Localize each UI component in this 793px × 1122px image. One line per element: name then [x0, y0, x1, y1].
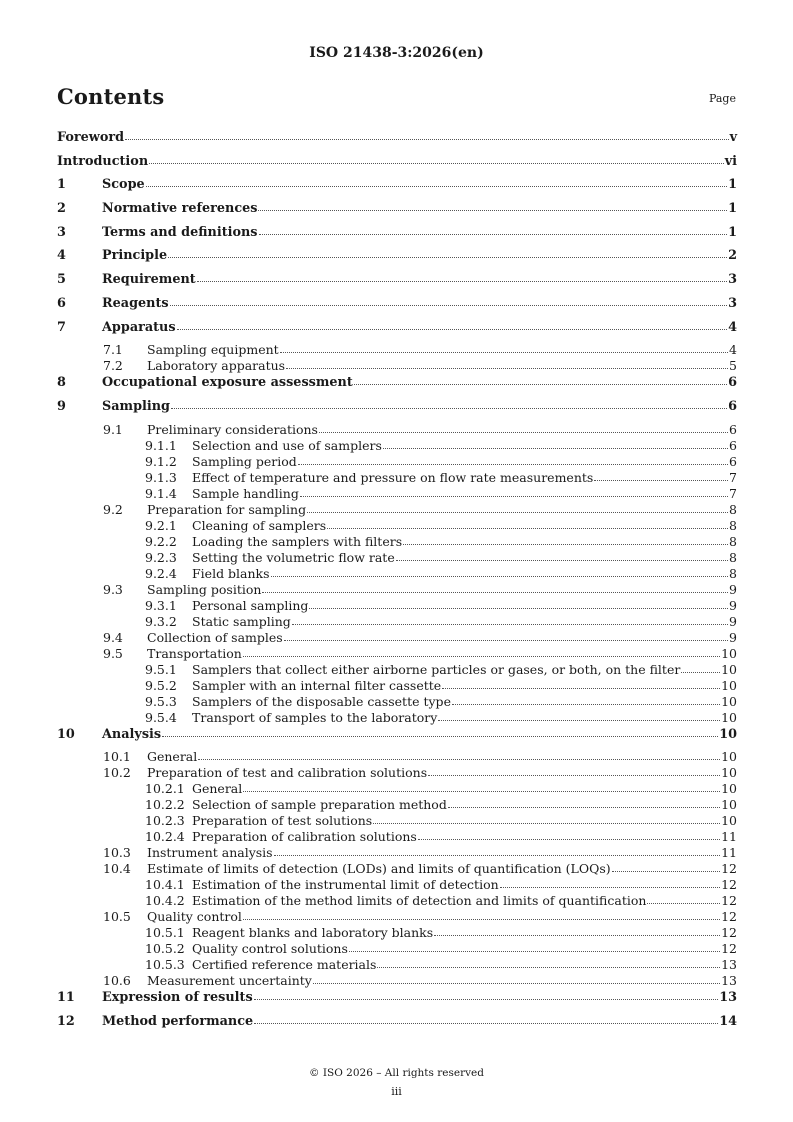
toc-entry-title: Reagents	[102, 295, 169, 311]
toc-entry-title: Transportation	[147, 645, 242, 661]
toc-entry-number: 3	[57, 224, 66, 240]
toc-entry-title: Certified reference materials	[192, 957, 377, 973]
toc-entry-number: 7.1	[103, 342, 123, 358]
toc-entry-page: 10	[721, 645, 737, 661]
toc-entry[interactable]	[57, 630, 737, 646]
dot-leader	[309, 607, 728, 609]
toc-entry-page: 2	[728, 248, 737, 264]
toc-entry[interactable]	[57, 893, 737, 909]
toc-entry-number: 9.1	[103, 421, 123, 437]
toc-entry[interactable]	[57, 566, 737, 582]
dot-leader	[149, 162, 724, 164]
toc-entry-title: Estimation of the method limits of detection and limits of quantification	[192, 893, 647, 909]
toc-entry-page: 12	[721, 877, 737, 893]
toc-entry-title: Static sampling	[192, 613, 291, 629]
toc-entry[interactable]	[57, 726, 737, 750]
toc-entry-title: Estimation of the instrumental limit of detection	[192, 877, 499, 893]
toc-entry-title: Selection and use of samplers	[192, 437, 382, 453]
copyright-notice: © ISO 2026 – All rights reserved	[309, 1067, 484, 1079]
toc-entry-number: 10.2.4	[145, 829, 185, 845]
toc-entry-title: Reagent blanks and laboratory blanks	[192, 925, 434, 941]
toc-entry-number: 11	[57, 990, 75, 1006]
toc-entry-number: 9.2.3	[145, 549, 177, 565]
toc-entry-number: 6	[57, 295, 66, 311]
toc-entry-page: 7	[729, 485, 737, 501]
toc-entry-page: 12	[721, 925, 737, 941]
toc-entry-title: Occupational exposure assessment	[102, 375, 353, 391]
toc-entry[interactable]	[57, 989, 737, 1013]
toc-entry-title: Normative references	[102, 201, 258, 217]
toc-entry-number: 10	[57, 726, 75, 742]
dot-leader	[377, 966, 720, 968]
toc-entry[interactable]	[57, 781, 737, 797]
dot-leader	[448, 806, 720, 808]
dot-leader	[403, 543, 728, 545]
toc-entry-page: 14	[719, 1013, 737, 1029]
dot-leader	[271, 575, 729, 577]
page-number: iii	[391, 1085, 402, 1098]
toc-entry-title: Sample handling	[192, 485, 299, 501]
toc-entry-page: 11	[721, 845, 737, 861]
toc-entry-number: 9.1.1	[145, 437, 177, 453]
dot-leader	[452, 703, 720, 705]
toc-entry-page: 9	[729, 581, 737, 597]
toc-entry-number: 10.4	[103, 861, 131, 877]
toc-entry-page: 12	[721, 861, 737, 877]
toc-entry-number: 9.5.2	[145, 677, 177, 693]
dot-leader	[198, 758, 720, 760]
dot-leader	[349, 950, 720, 952]
toc-entry-number: 10.4.1	[145, 877, 185, 893]
toc-entry-title: Personal sampling	[192, 597, 309, 613]
toc-entry-title: Terms and definitions	[102, 224, 258, 240]
toc-entry-title: Scope	[102, 177, 145, 193]
toc-entry[interactable]	[57, 749, 737, 765]
toc-entry[interactable]	[57, 694, 737, 710]
dot-leader	[286, 367, 728, 369]
toc-entry[interactable]	[57, 358, 737, 374]
toc-entry-page: 11	[721, 829, 737, 845]
toc-entry[interactable]	[57, 662, 737, 678]
document-id-header: ISO 21438-3:2026(en)	[309, 45, 484, 61]
dot-leader	[280, 351, 728, 353]
toc-entry-title: Sampling	[102, 398, 170, 414]
toc-entry-title: Preparation of test solutions	[192, 813, 373, 829]
toc-entry[interactable]	[57, 319, 737, 343]
dot-leader	[168, 256, 727, 258]
dot-leader	[438, 719, 720, 721]
toc-entry[interactable]	[57, 678, 737, 694]
toc-entry-page: 9	[729, 597, 737, 613]
dot-leader	[418, 838, 720, 840]
toc-entry-number: 9.3.2	[145, 613, 177, 629]
dot-leader	[313, 982, 720, 984]
toc-entry-number: 10.4.2	[145, 893, 185, 909]
toc-entry-page: 6	[729, 421, 737, 437]
toc-entry-title: Quality control	[147, 909, 242, 925]
toc-entry-number: 9	[57, 398, 66, 414]
toc-entry-number: 10.5.3	[145, 957, 185, 973]
toc-entry-page: 5	[729, 358, 737, 374]
toc-entry-page: 10	[721, 813, 737, 829]
dot-leader	[307, 511, 728, 513]
toc-entry[interactable]	[57, 646, 737, 662]
toc-entry-title: Cleaning of samplers	[192, 517, 327, 533]
toc-entry[interactable]	[57, 342, 737, 358]
toc-entry-page: 6	[729, 437, 737, 453]
toc-entry-title: Apparatus	[102, 319, 176, 335]
toc-entry-page: v	[729, 130, 737, 145]
toc-entry-page: 4	[729, 342, 737, 358]
toc-entry[interactable]	[57, 534, 737, 550]
dot-leader	[170, 304, 728, 306]
toc-entry[interactable]	[57, 271, 737, 295]
toc-entry[interactable]	[57, 845, 737, 861]
dot-leader	[292, 623, 728, 625]
toc-entry-title: Preliminary considerations	[147, 421, 318, 437]
toc-entry-number: 10.2.1	[145, 781, 185, 797]
toc-entry-page: 10	[721, 797, 737, 813]
toc-entry-page: 12	[721, 893, 737, 909]
toc-entry[interactable]	[57, 797, 737, 813]
toc-entry[interactable]	[57, 438, 737, 454]
toc-entry-title: Method performance	[102, 1013, 254, 1029]
toc-entry-page: 8	[729, 501, 737, 517]
dot-leader	[442, 687, 720, 689]
toc-entry[interactable]	[57, 973, 737, 989]
toc-entry[interactable]	[57, 295, 737, 319]
toc-entry-title: Selection of sample preparation method	[192, 797, 447, 813]
toc-entry[interactable]	[57, 941, 737, 957]
toc-entry[interactable]	[57, 470, 737, 486]
dot-leader	[146, 185, 727, 187]
toc-entry-number: 10.2.3	[145, 813, 185, 829]
toc-entry[interactable]	[57, 398, 737, 422]
toc-entry-number: 9.2.1	[145, 517, 177, 533]
toc-entry-title: Requirement	[102, 272, 196, 288]
toc-entry[interactable]	[57, 247, 737, 271]
toc-entry-number: 9.1.3	[145, 469, 177, 485]
toc-entry[interactable]	[57, 877, 737, 893]
toc-entry-page: 12	[721, 909, 737, 925]
toc-entry-page: 9	[729, 613, 737, 629]
toc-entry[interactable]	[57, 454, 737, 470]
dot-leader	[262, 591, 728, 593]
toc-entry-page: 6	[728, 398, 737, 414]
toc-entry[interactable]	[57, 925, 737, 941]
dot-leader	[612, 870, 720, 872]
toc-entry-title: Foreword	[57, 130, 125, 145]
toc-entry-number: 10.5.2	[145, 941, 185, 957]
toc-entry[interactable]	[57, 224, 737, 248]
dot-leader	[396, 559, 728, 561]
dot-leader	[681, 671, 720, 673]
table-of-contents	[57, 129, 737, 1037]
toc-entry-page: 10	[721, 661, 737, 677]
toc-entry-title: General	[147, 749, 198, 765]
dot-leader	[300, 495, 728, 497]
toc-entry-number: 9.3	[103, 581, 123, 597]
toc-entry-number: 9.5	[103, 645, 123, 661]
toc-entry-title: Samplers of the disposable cassette type	[192, 693, 451, 709]
toc-entry-number: 9.2	[103, 501, 123, 517]
toc-entry[interactable]	[57, 153, 737, 177]
toc-entry-page: 6	[728, 375, 737, 391]
dot-leader	[373, 822, 720, 824]
toc-entry-number: 8	[57, 375, 66, 391]
toc-entry-number: 1	[57, 177, 66, 193]
page-column-label: Page	[708, 92, 736, 105]
toc-entry-title: Loading the samplers with filters	[192, 533, 403, 549]
dot-leader	[243, 918, 720, 920]
toc-entry[interactable]	[57, 1013, 737, 1037]
toc-entry[interactable]	[57, 710, 737, 726]
toc-entry-page: 13	[719, 990, 737, 1006]
toc-entry-number: 10.2.2	[145, 797, 185, 813]
toc-entry-page: vi	[724, 153, 737, 169]
dot-leader	[428, 774, 720, 776]
toc-entry[interactable]	[57, 765, 737, 781]
toc-entry-title: Effect of temperature and pressure on flow rate measurements	[192, 469, 594, 485]
toc-entry-title: General	[192, 781, 243, 797]
dot-leader	[383, 447, 728, 449]
toc-entry[interactable]	[57, 957, 737, 973]
toc-entry[interactable]	[57, 486, 737, 502]
dot-leader	[243, 790, 720, 792]
page-title: Contents	[57, 84, 165, 109]
toc-entry[interactable]	[57, 502, 737, 518]
toc-entry-page: 10	[721, 677, 737, 693]
toc-entry-title: Analysis	[102, 726, 162, 742]
toc-entry-number: 10.5	[103, 909, 131, 925]
toc-entry[interactable]	[57, 582, 737, 598]
toc-entry-page: 10	[721, 781, 737, 797]
dot-leader	[254, 1022, 718, 1024]
dot-leader	[647, 902, 720, 904]
toc-entry-page: 10	[719, 726, 737, 742]
toc-entry-title: Collection of samples	[147, 629, 283, 645]
toc-entry-number: 10.2	[103, 765, 131, 781]
toc-entry-title: Transport of samples to the laboratory	[192, 709, 438, 725]
toc-entry[interactable]	[57, 176, 737, 200]
toc-entry-number: 9.1.4	[145, 485, 177, 501]
toc-entry-number: 2	[57, 201, 66, 217]
toc-entry-title: Estimate of limits of detection (LODs) and limits of quantification (LOQs)	[147, 861, 611, 877]
toc-entry-number: 9.4	[103, 629, 123, 645]
toc-entry[interactable]	[57, 518, 737, 534]
toc-entry[interactable]	[57, 422, 737, 438]
toc-entry-title: Laboratory apparatus	[147, 358, 286, 374]
toc-entry[interactable]	[57, 614, 737, 630]
toc-entry-page: 3	[728, 272, 737, 288]
toc-entry-number: 9.1.2	[145, 453, 177, 469]
dot-leader	[125, 138, 729, 140]
dot-leader	[298, 463, 728, 465]
toc-entry-number: 12	[57, 1013, 75, 1029]
toc-entry-page: 1	[728, 224, 737, 240]
toc-entry-number: 9.5.4	[145, 709, 177, 725]
dot-leader	[243, 655, 720, 657]
toc-entry-title: Sampler with an internal filter cassette	[192, 677, 442, 693]
toc-entry-number: 10.6	[103, 973, 131, 989]
toc-entry-title: Sampling position	[147, 581, 262, 597]
dot-leader	[177, 328, 728, 330]
dot-leader	[354, 383, 727, 385]
toc-entry-title: Field blanks	[192, 565, 270, 581]
dot-leader	[500, 886, 720, 888]
toc-entry-page: 8	[729, 549, 737, 565]
toc-entry-number: 9.2.4	[145, 565, 177, 581]
toc-entry-page: 12	[721, 941, 737, 957]
toc-entry-page: 10	[721, 749, 737, 765]
toc-entry-page: 8	[729, 533, 737, 549]
dot-leader	[171, 407, 727, 409]
dot-leader	[197, 280, 727, 282]
toc-entry[interactable]	[57, 598, 737, 614]
toc-entry-title: Preparation of test and calibration solutions	[147, 765, 428, 781]
toc-entry[interactable]	[57, 550, 737, 566]
toc-entry-page: 7	[729, 469, 737, 485]
toc-entry-number: 5	[57, 272, 66, 288]
dot-leader	[254, 998, 719, 1000]
toc-entry[interactable]	[57, 909, 737, 925]
dot-leader	[284, 639, 728, 641]
toc-entry-title: Principle	[102, 248, 168, 264]
toc-entry-page: 8	[729, 565, 737, 581]
toc-entry-page: 1	[728, 201, 737, 217]
dot-leader	[258, 209, 727, 211]
toc-entry-title: Quality control solutions	[192, 941, 348, 957]
toc-entry[interactable]	[57, 829, 737, 845]
toc-entry-number: 4	[57, 248, 66, 264]
toc-entry-number: 9.3.1	[145, 597, 177, 613]
toc-entry-title: Introduction	[57, 153, 149, 169]
toc-entry-page: 1	[728, 177, 737, 193]
toc-entry-title: Sampling equipment	[147, 342, 279, 358]
toc-entry-page: 10	[721, 765, 737, 781]
dot-leader	[319, 431, 728, 433]
toc-entry-page: 13	[721, 957, 737, 973]
toc-entry-number: 9.5.1	[145, 661, 177, 677]
dot-leader	[162, 735, 718, 737]
toc-entry-title: Instrument analysis	[147, 845, 273, 861]
dot-leader	[259, 233, 728, 235]
toc-entry-number: 9.5.3	[145, 693, 177, 709]
toc-entry-title: Measurement uncertainty	[147, 973, 312, 989]
toc-entry-title: Preparation of calibration solutions	[192, 829, 417, 845]
toc-entry[interactable]	[57, 813, 737, 829]
toc-entry-page: 4	[728, 319, 737, 335]
toc-entry-page: 9	[729, 629, 737, 645]
toc-entry-number: 10.3	[103, 845, 131, 861]
toc-entry-number: 7.2	[103, 358, 123, 374]
toc-entry[interactable]	[57, 200, 737, 224]
dot-leader	[327, 527, 728, 529]
toc-entry-page: 8	[729, 517, 737, 533]
toc-entry-number: 10.1	[103, 749, 131, 765]
toc-entry-page: 13	[721, 973, 737, 989]
dot-leader	[594, 479, 728, 481]
toc-entry-title: Samplers that collect either airborne particles or gases, or both, on the filter	[192, 661, 681, 677]
dot-leader	[274, 854, 721, 856]
toc-entry-title: Sampling period	[192, 453, 297, 469]
toc-entry[interactable]	[57, 861, 737, 877]
toc-entry-page: 6	[729, 453, 737, 469]
toc-entry-page: 3	[728, 295, 737, 311]
dot-leader	[434, 934, 720, 936]
toc-entry-title: Setting the volumetric flow rate	[192, 549, 395, 565]
toc-entry-title: Expression of results	[102, 990, 253, 1006]
toc-entry-number: 10.5.1	[145, 925, 185, 941]
toc-entry-number: 9.2.2	[145, 533, 177, 549]
toc-entry-number: 7	[57, 319, 66, 335]
toc-entry[interactable]	[57, 374, 737, 398]
toc-entry[interactable]	[57, 129, 737, 153]
toc-entry-title: Preparation for sampling	[147, 501, 307, 517]
toc-entry-page: 10	[721, 693, 737, 709]
toc-entry-page: 10	[721, 709, 737, 725]
